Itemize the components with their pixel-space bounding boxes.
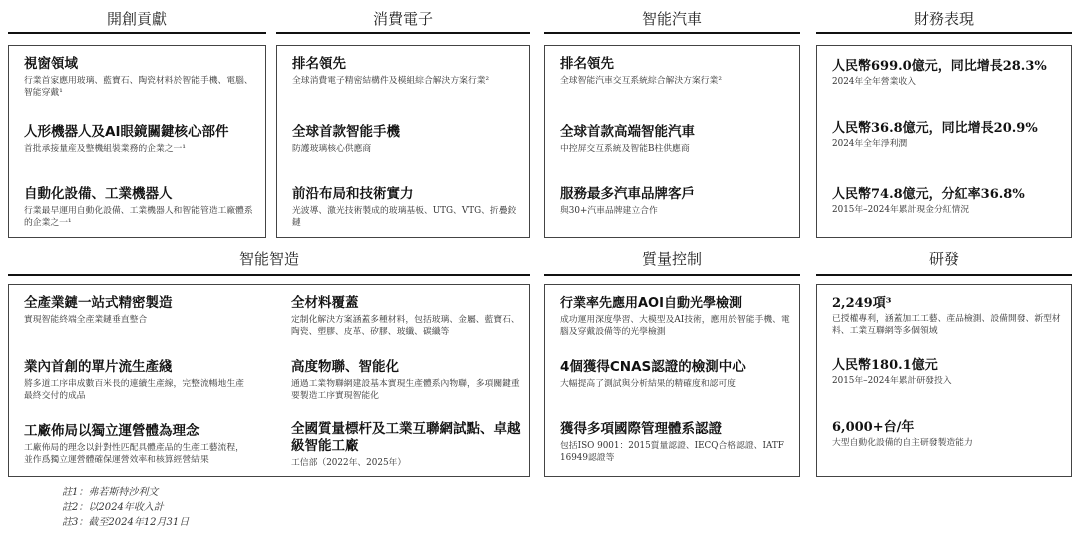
item-title: 行業率先應用AOI自動光學檢測 (560, 296, 742, 311)
quality-item (560, 295, 791, 338)
item-title: 全球首款智能手機 (292, 124, 400, 140)
manufacturing-item (291, 421, 523, 469)
footnote: 註2：以2024年收入計 (62, 502, 164, 513)
section-rule (544, 274, 800, 276)
section-rule (276, 32, 530, 34)
section-title-consumer: 消費電子 (372, 10, 433, 28)
item-title: 2,249項³ (832, 296, 892, 311)
item-title: 人民幣36.8億元，同比增長20.9% (832, 121, 1038, 136)
finance-box (816, 45, 1072, 238)
item-desc: 光波導、激光技術製成的玻璃基板、UTG、VTG、折疊鉸鏈 (292, 206, 517, 228)
item-desc: 全球消費電子精密結構件及模組綜合解決方案行業² (292, 76, 490, 86)
contribution-item (24, 186, 257, 229)
item-title: 業內首創的單片流生產綫 (24, 359, 173, 375)
consumer-item (292, 186, 521, 229)
item-desc: 2024年全年淨利潤 (832, 139, 908, 149)
footnote: 註1：弗若斯特沙利文 (62, 487, 159, 498)
auto-box (544, 45, 800, 238)
item-desc: 已授權專利，涵蓋加工工藝、產品檢測、設備開發、新型材料、工業互聯網等多個領域 (832, 314, 1061, 336)
auto-item (560, 56, 791, 87)
rnd-item (832, 419, 1063, 449)
item-desc: 包括ISO 9001：2015質量認證、IECQ合格認證、IATF 16949認證等 (560, 441, 784, 463)
item-title: 人民幣699.0億元，同比增長28.3% (832, 59, 1047, 74)
item-title: 人民幣74.8億元，分紅率36.8% (832, 187, 1025, 202)
footnote: 註3：截至2024年12月31日 (62, 517, 190, 528)
quality-item (560, 359, 791, 390)
item-desc: 工信部（2022年、2025年） (291, 458, 407, 468)
item-desc: 成功運用深度學習、大模型及AI技術，應用於智能手機、電腦及穿戴設備等的光學檢測 (560, 315, 790, 337)
item-desc: 防護玻璃核心供應商 (292, 144, 372, 154)
section-title-auto: 智能汽車 (641, 10, 702, 28)
section-rule (8, 32, 266, 34)
item-desc: 通過工業物聯網建設基本實現生產體系內物聯，多項關鍵重要製造工序實現智能化 (291, 379, 520, 401)
section-rule (544, 32, 800, 34)
item-desc: 大幅提高了測試與分析結果的精確度和認可度 (560, 379, 736, 389)
auto-item (560, 186, 791, 217)
quality-box (544, 284, 800, 477)
finance-item (832, 120, 1063, 150)
item-desc: 2015年–2024年累計研發投入 (832, 376, 952, 386)
manufacturing-box (8, 284, 530, 477)
rnd-item (832, 357, 1063, 387)
consumer-box (276, 45, 530, 238)
item-desc: 中控屏交互系統及智能B柱供應商 (560, 144, 690, 154)
item-desc: 大型自動化設備的自主研發製造能力 (832, 438, 973, 448)
item-title: 高度物聯、智能化 (291, 359, 399, 375)
item-desc: 2024年全年營業收入 (832, 77, 916, 87)
item-title: 全球首款高端智能汽車 (560, 124, 695, 140)
contribution-item (24, 56, 257, 99)
item-desc: 行業首家應用玻璃、藍寶石、陶瓷材料於智能手機、電腦、智能穿戴¹ (24, 76, 253, 98)
section-title-manufacturing: 智能智造 (238, 250, 299, 268)
section-rule (816, 274, 1072, 276)
rnd-box (816, 284, 1072, 477)
manufacturing-item (291, 359, 523, 402)
finance-item (832, 186, 1063, 216)
manufacturing-item (24, 359, 252, 402)
item-desc: 行業最早運用自動化設備、工業機器人和智能管造工廠體系的企業之一¹ (24, 206, 253, 228)
item-desc: 2015年–2024年累計現金分紅情況 (832, 205, 970, 215)
item-title: 4個獲得CNAS認證的檢測中心 (560, 359, 746, 375)
auto-item (560, 124, 791, 155)
item-title: 排名領先 (560, 56, 614, 72)
contribution-box (8, 45, 266, 238)
consumer-item (292, 124, 521, 155)
quality-item (560, 421, 791, 464)
item-title: 6,000+台/年 (832, 420, 915, 435)
item-title: 排名領先 (292, 56, 346, 72)
item-title: 全產業鏈一站式精密製造 (24, 295, 173, 311)
manufacturing-item (24, 295, 264, 326)
rnd-item (832, 295, 1063, 337)
contribution-item (24, 124, 257, 155)
item-title: 工廠佈局以獨立運營體為理念 (24, 423, 200, 439)
item-title: 視窗領域 (24, 56, 78, 72)
item-desc: 全球智能汽車交互系統綜合解決方案行業² (560, 76, 722, 86)
item-title: 人民幣180.1億元 (832, 358, 938, 373)
item-title: 服務最多汽車品牌客戶 (560, 186, 695, 202)
item-title: 全材料覆蓋 (291, 295, 359, 311)
item-desc: 定制化解決方案涵蓋多種材料，包括玻璃、金屬、藍寶石、陶瓷、塑膠、皮革、矽膠、玻纖、碳纖等 (291, 315, 520, 337)
footnotes (62, 485, 189, 530)
manufacturing-item (291, 295, 523, 338)
item-desc: 實現智能終端全產業鏈垂直整合 (24, 315, 148, 325)
item-desc: 將多道工序串成數百米長的連續生產線，完整流暢地生產最終交付的成品 (24, 379, 244, 401)
item-title: 獲得多項國際管理體系認證 (560, 421, 722, 437)
item-title: 前沿布局和技術實力 (292, 186, 414, 202)
item-title: 人形機器人及AI眼鏡關鍵核心部件 (24, 124, 229, 140)
section-rule (816, 32, 1072, 34)
section-title-finance: 財務表現 (913, 10, 974, 28)
manufacturing-item (24, 423, 252, 466)
item-title: 全國質量標杆及工業互聯網試點、卓越級智能工廠 (291, 421, 521, 454)
item-desc: 與30+汽車品牌建立合作 (560, 206, 658, 216)
item-desc: 首批承接量産及整機組裝業務的企業之一¹ (24, 144, 186, 154)
section-rule (8, 274, 530, 276)
item-desc: 工廠佈局的理念以針對性匹配具體產品的生產工藝流程，並作爲獨立運營體確保運營效率和核算經營結果 (24, 443, 244, 465)
item-title: 自動化設備、工業機器人 (24, 186, 173, 202)
section-title-quality: 質量控制 (641, 250, 702, 268)
finance-item (832, 58, 1063, 88)
section-title-rnd: 研發 (928, 250, 959, 268)
consumer-item (292, 56, 521, 87)
section-title-contribution: 開創貢獻 (106, 10, 167, 28)
